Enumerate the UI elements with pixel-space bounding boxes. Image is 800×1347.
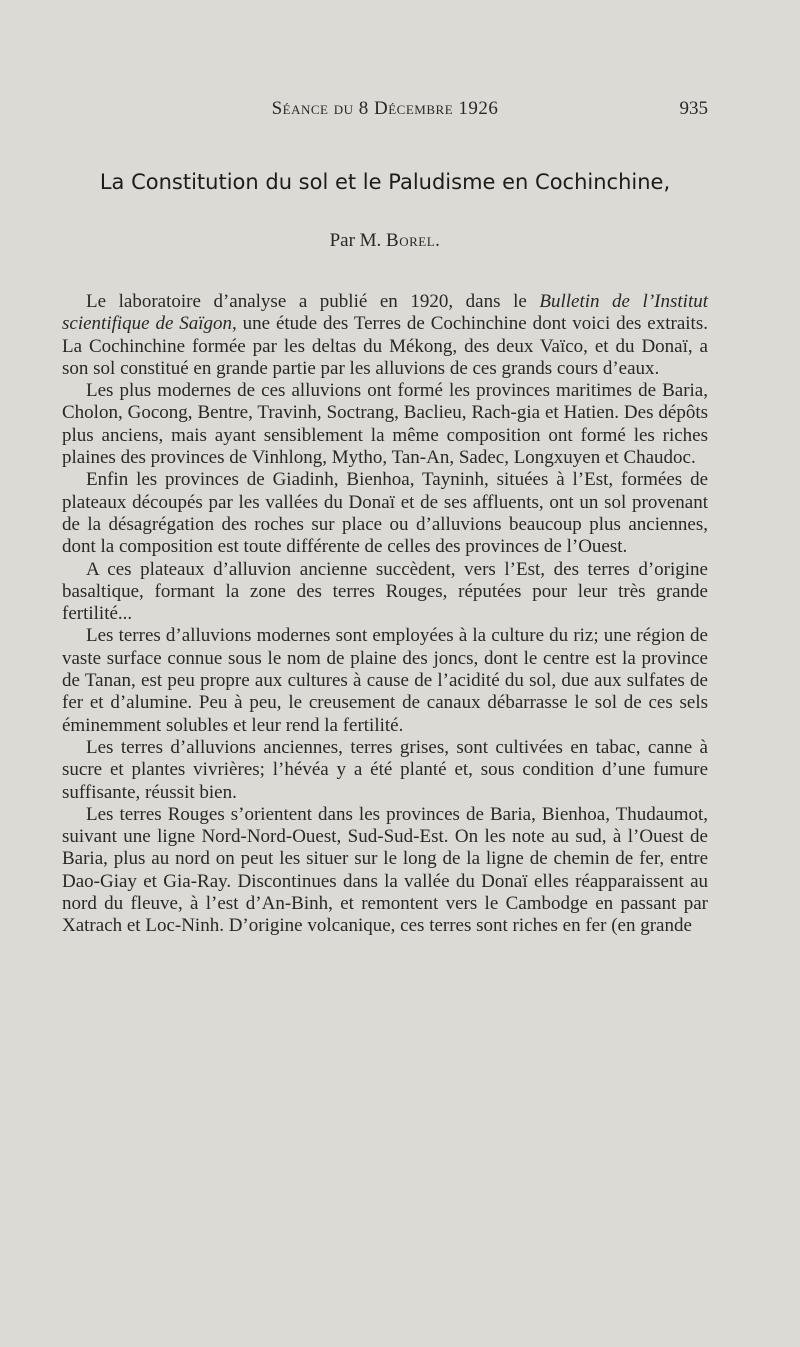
paragraph-1-text-after: , une étude des Terres de Cochinchine dont voici des extraits. La Cochinchine formée par les deltas du Mékong, des deux Vaïco, et du Donaï, a son sol constitué en grande partie par les alluvions de ces grands cours d’eaux. [62, 313, 708, 379]
author-name: Borel. [386, 230, 441, 251]
page-number: 935 [679, 98, 708, 119]
running-head [62, 98, 708, 128]
byline-prefix: Par M. [329, 230, 387, 251]
article-title: La Constitution du sol et le Paludisme en Cochinchine, [99, 170, 671, 194]
paragraph-6: Les terres d’alluvions anciennes, terres grises, sont cultivées en tabac, canne à sucre et plantes vivrières; l’hévéa y a été planté et, sous condition d’une fumure suffisante, réussit bien. [62, 736, 708, 803]
paragraph-2: Les plus modernes de ces alluvions ont formé les provinces maritimes de Baria, Cholon, Gocong, Bentre, Travinh, Soctrang, Baclieu, Rach-gia et Hatien. Des dépôts plus anciens, mais ayant sensiblement la même composition ont formé les riches plaines des provinces de Vinhlong, Mytho, Tan-An, Sadec, Longxuyen et Chaudoc. [62, 380, 708, 469]
byline [62, 230, 708, 252]
paragraph-7: Les terres Rouges s’orientent dans les provinces de Baria, Bienhoa, Thudaumot, suivant une ligne Nord-Nord-Ouest, Sud-Sud-Est. On les note au sud, à l’Ouest de Baria, plus au nord on peut les situer sur le long de la ligne de chemin de fer, entre Dao-Giay et Gia-Ray. Discontinues dans la vallée du Donaï elles réapparaissent au nord du fleuve, à l’est d’An-Binh, et remontent vers le Cambodge en passant par Xatrach et Loc-Ninh. D’origine volcanique, ces terres sont riches en fer (en grande [62, 803, 708, 937]
paragraph-4: A ces plateaux d’alluvion ancienne succèdent, vers l’Est, des terres d’origine basaltique, formant la zone des terres Rouges, réputées pour leur très grande fertilité... [62, 558, 708, 625]
article-body [62, 291, 708, 938]
running-title: Séance du 8 Décembre 1926 [271, 98, 499, 119]
journal-title: Bulletin de l’Institut scientifique de Saïgon [62, 291, 708, 335]
paragraph-5: Les terres d’alluvions modernes sont employées à la culture du riz; une région de vaste surface connue sous le nom de plaine des joncs, dont le centre est la province de Tanan, est peu propre aux cultures à cause de l’acidité du sol, due aux sulfates de fer et d’alumine. Peu à peu, le creusement de canaux débarrasse le sol de ces sels éminemment solubles et leur rend la fertilité. [62, 625, 708, 736]
paragraph-1-text-before: Le laboratoire d’analyse a publié en 1920, dans le [86, 291, 540, 312]
paragraph-3: Enfin les provinces de Giadinh, Bienhoa, Tayninh, situées à l’Est, formées de plateaux découpés par les vallées du Donaï et de ses affluents, ont un sol provenant de la désagrégation des roches sur place ou d’alluvions beaucoup plus anciennes, dont la composition est toute différente de celles des provinces de l’Ouest. [62, 469, 708, 558]
paragraph-1 [62, 291, 708, 380]
